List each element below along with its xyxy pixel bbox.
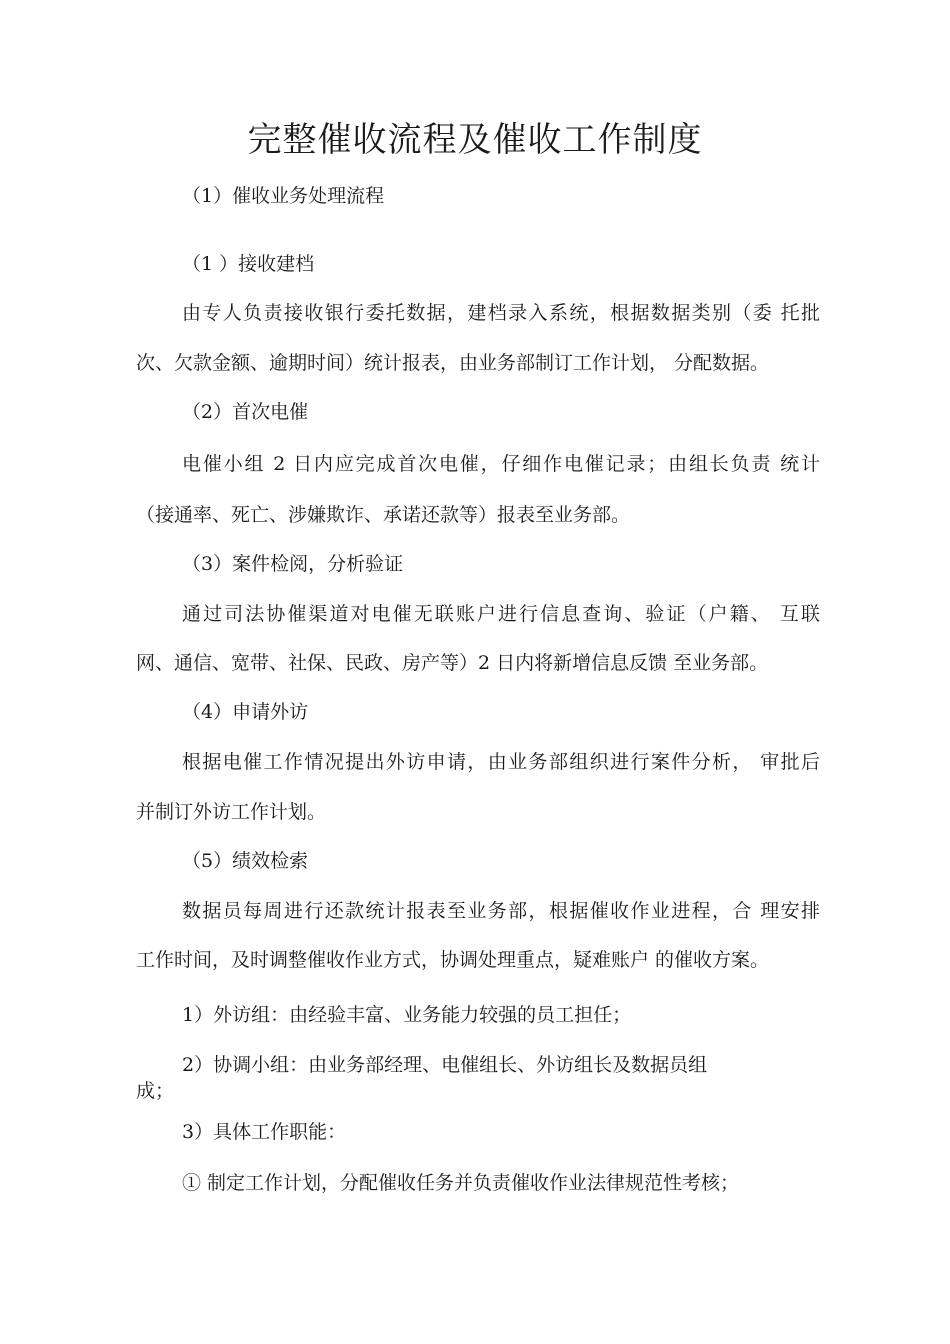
paragraph-line: 电催小组 2 日内应完成首次电催，仔细作电催记录；由组长负责 统计	[182, 453, 820, 475]
list-item: ① 制定工作计划，分配催收任务并负责催收作业法律规范性考核；	[182, 1172, 740, 1194]
list-item-continuation: 成；	[136, 1080, 175, 1102]
paragraph-line: 工作时间，及时调整催收作业方式，协调处理重点，疑难账户 的催收方案。	[136, 949, 770, 971]
document-title: 完整催收流程及催收工作制度	[247, 120, 703, 160]
paragraph-line: 通过司法协催渠道对电催无联账户进行信息查询、验证（户籍、 互联	[182, 603, 820, 625]
step-heading-review: （3）案件检阅，分析验证	[182, 553, 404, 575]
list-item: 2）协调小组：由业务部经理、电催组长、外访组长及数据员组	[182, 1054, 708, 1076]
section-heading-process: （1）催收业务处理流程	[182, 185, 385, 207]
list-item: 1）外访组：由经验丰富、业务能力较强的员工担任；	[182, 1004, 632, 1026]
step-heading-first-call: （2）首次电催	[182, 401, 309, 423]
paragraph-line: 次、欠款金额、逾期时间）统计报表，由业务部制订工作计划， 分配数据。	[136, 352, 770, 374]
paragraph-line: 网、通信、宽带、社保、民政、房产等）2 日内将新增信息反馈 至业务部。	[136, 652, 769, 674]
step-heading-performance: （5）绩效检索	[182, 850, 309, 872]
paragraph-line: （接通率、死亡、涉嫌欺诈、承诺还款等）报表至业务部。	[136, 504, 631, 526]
step-heading-receive: （1 ）接收建档	[182, 253, 315, 275]
paragraph-line: 数据员每周进行还款统计报表至业务部，根据催收作业进程，合 理安排	[182, 900, 820, 922]
paragraph-line: 由专人负责接收银行委托数据，建档录入系统，根据数据类别（委 托批	[182, 302, 820, 324]
step-heading-visit: （4）申请外访	[182, 701, 309, 723]
paragraph-line: 并制订外访工作计划。	[136, 801, 327, 823]
list-item: 3）具体工作职能：	[182, 1121, 347, 1143]
paragraph-line: 根据电催工作情况提出外访申请，由业务部组织进行案件分析， 审批后	[182, 751, 820, 773]
